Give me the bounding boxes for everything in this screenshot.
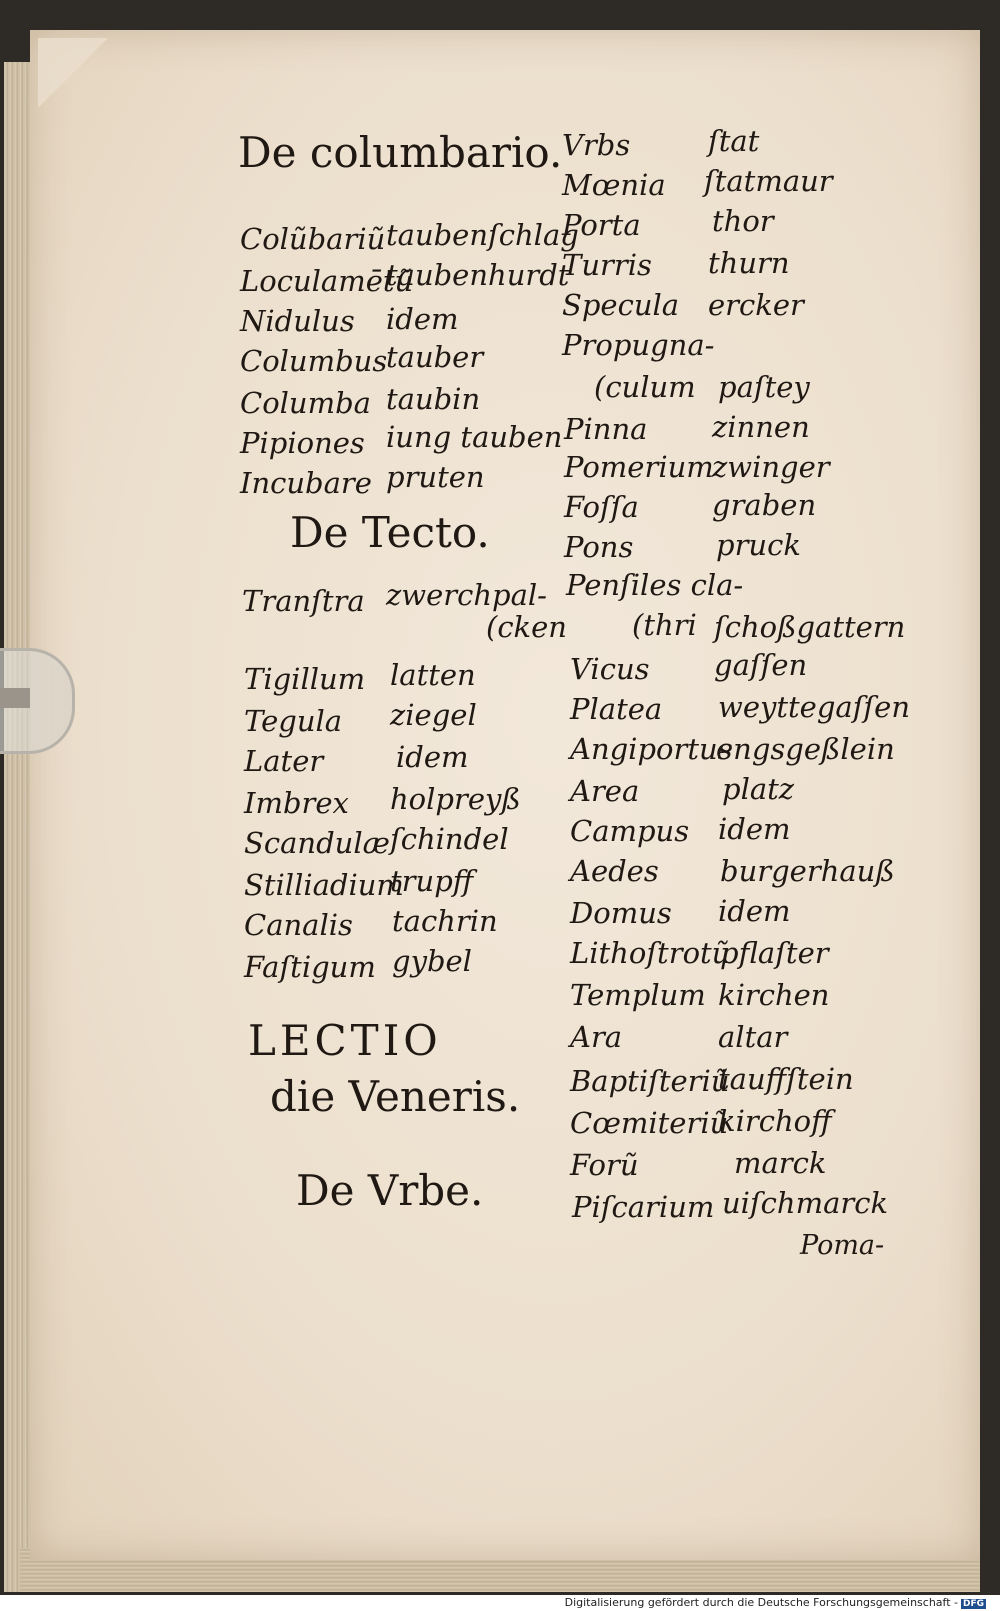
- right-row-6-latin: Pinna: [564, 412, 648, 446]
- catchword: Poma-: [800, 1230, 885, 1261]
- right-row-14-german: idem: [718, 812, 791, 846]
- right-row-18-latin: Templum: [570, 978, 706, 1012]
- right-row-16-german: idem: [718, 894, 791, 928]
- right-row-23-german: uiſchmarck: [722, 1186, 889, 1220]
- right-row-3-latin: Porta: [562, 208, 641, 242]
- left-row-3-latin: Nidulus: [240, 304, 355, 338]
- left-transtra-latin: Tranſtra: [242, 584, 365, 618]
- left-row-12-german: ſchindel: [390, 822, 509, 856]
- right-row-20-german: tauffſtein: [718, 1062, 854, 1096]
- left-row-5-german: taubin: [386, 382, 481, 416]
- dfg-logo: DFG: [962, 1599, 984, 1609]
- right-row-18-german: kirchen: [718, 978, 830, 1012]
- left-row-15-latin: Faſtigum: [244, 950, 376, 984]
- right-row-13-latin: Area: [570, 774, 640, 808]
- right-row-2-latin: Mœnia: [562, 168, 666, 202]
- right-row-15-latin: Aedes: [570, 854, 659, 888]
- left-row-14-latin: Canalis: [244, 908, 353, 942]
- left-row-6-german: iung tauben: [386, 420, 563, 454]
- right-row-3-german: thor: [712, 204, 774, 238]
- left-transtra-german: zwerchpal-: [386, 578, 547, 612]
- right-row-7-german: zwinger: [712, 450, 830, 484]
- folded-corner: [38, 38, 108, 108]
- right-row-14-latin: Campus: [570, 814, 690, 848]
- right-row-16-latin: Domus: [570, 896, 672, 930]
- left-row-8-german: latten: [390, 658, 476, 692]
- left-row-13-german: trupff: [390, 864, 474, 898]
- right-row-5-german: ercker: [708, 288, 804, 322]
- right-row-15-german: burgerhauß: [720, 854, 895, 888]
- page-clip-bar: [0, 688, 30, 708]
- digitization-footer: [565, 1596, 986, 1609]
- right-row-11-latin: Platea: [570, 692, 663, 726]
- right-row-6-german: zinnen: [712, 410, 810, 444]
- right-row-21-latin: Cœmiteriũ: [570, 1106, 729, 1140]
- right-propugna-latin: Propugna-: [562, 328, 715, 362]
- left-row-3-german: idem: [386, 302, 459, 336]
- right-row-8-german: graben: [712, 488, 817, 522]
- heading-de-tecto: De Tecto.: [290, 508, 490, 557]
- left-row-2-latin: Loculamētũ: [240, 264, 414, 298]
- right-row-1-latin: Vrbs: [562, 128, 631, 162]
- left-row-9-latin: Tegula: [244, 704, 343, 738]
- right-row-17-german: pflaſter: [720, 936, 829, 970]
- right-row-20-latin: Baptiſteriũ: [570, 1064, 730, 1098]
- left-row-8-latin: Tigillum: [244, 662, 366, 696]
- left-row-7-german: pruten: [386, 460, 485, 494]
- right-row-13-german: platz: [722, 772, 795, 806]
- right-row-9-german: pruck: [716, 528, 801, 562]
- left-transtra-continuation: (cken: [486, 610, 567, 644]
- right-row-17-latin: Lithoſtrotũ: [570, 936, 731, 970]
- right-row-4-latin: Turris: [562, 248, 652, 282]
- left-row-7-latin: Incubare: [240, 466, 372, 500]
- left-row-5-latin: Columba: [240, 386, 371, 420]
- left-row-11-latin: Imbrex: [244, 786, 349, 820]
- right-row-22-latin: Forũ: [570, 1148, 639, 1182]
- right-row-1-german: ſtat: [708, 124, 760, 158]
- right-row-22-german: marck: [734, 1146, 827, 1180]
- right-row-4-german: thurn: [708, 246, 790, 280]
- right-row-23-latin: Piſcarium: [572, 1190, 715, 1224]
- right-propugna-continuation: (culum: [594, 370, 696, 404]
- heading-die-veneris: die Veneris.: [270, 1072, 521, 1121]
- right-row-9-latin: Pons: [564, 530, 634, 564]
- right-row-12-german: engsgeßlein: [716, 732, 895, 766]
- right-propugna-german: paſtey: [718, 370, 810, 404]
- left-row-6-latin: Pipiones: [240, 426, 365, 460]
- heading-lectio: LECTIO: [248, 1016, 442, 1065]
- right-row-19-german: altar: [718, 1020, 788, 1054]
- right-pensiles-continuation: (thri: [632, 608, 697, 642]
- right-row-11-german: weyttegaſſen: [718, 690, 910, 724]
- right-row-12-latin: Angiportus: [570, 732, 733, 766]
- left-row-12-latin: Scandulæ: [244, 826, 390, 860]
- heading-de-vrbe: De Vrbe.: [296, 1166, 484, 1215]
- left-row-1-latin: Colũbariũ: [240, 222, 386, 256]
- right-row-8-latin: Foſſa: [564, 490, 639, 524]
- heading-de-columbario: De columbario.: [238, 128, 563, 177]
- left-row-9-german: ziegel: [390, 698, 477, 732]
- right-row-19-latin: Ara: [570, 1020, 623, 1054]
- right-row-10-german: gaſſen: [714, 648, 808, 682]
- right-row-5-latin: Specula: [562, 288, 680, 322]
- right-pensiles-latin: Penſiles cla-: [566, 568, 744, 602]
- footer-text: Digitalisierung gefördert durch die Deutsche Forschungsgemeinschaft -: [564, 1596, 958, 1609]
- left-row-15-german: gybel: [392, 944, 472, 978]
- left-row-1-german: taubenſchlag: [386, 218, 579, 252]
- right-row-10-latin: Vicus: [570, 652, 650, 686]
- right-pensiles-german: ſchoßgattern: [714, 610, 906, 644]
- left-row-2-german: taubenhurdt: [386, 258, 570, 292]
- left-row-14-german: tachrin: [392, 904, 498, 938]
- right-row-21-german: kirchoff: [718, 1104, 832, 1138]
- right-row-2-german: ſtatmaur: [704, 164, 833, 198]
- left-row-13-latin: Stilliadium: [244, 868, 404, 902]
- right-row-7-latin: Pomerium: [564, 450, 714, 484]
- left-row-4-german: tauber: [386, 340, 484, 374]
- left-row-10-german: idem: [396, 740, 469, 774]
- left-row-11-german: holpreyß: [390, 782, 521, 816]
- left-row-10-latin: Later: [244, 744, 324, 778]
- left-row-4-latin: Columbus: [240, 344, 388, 378]
